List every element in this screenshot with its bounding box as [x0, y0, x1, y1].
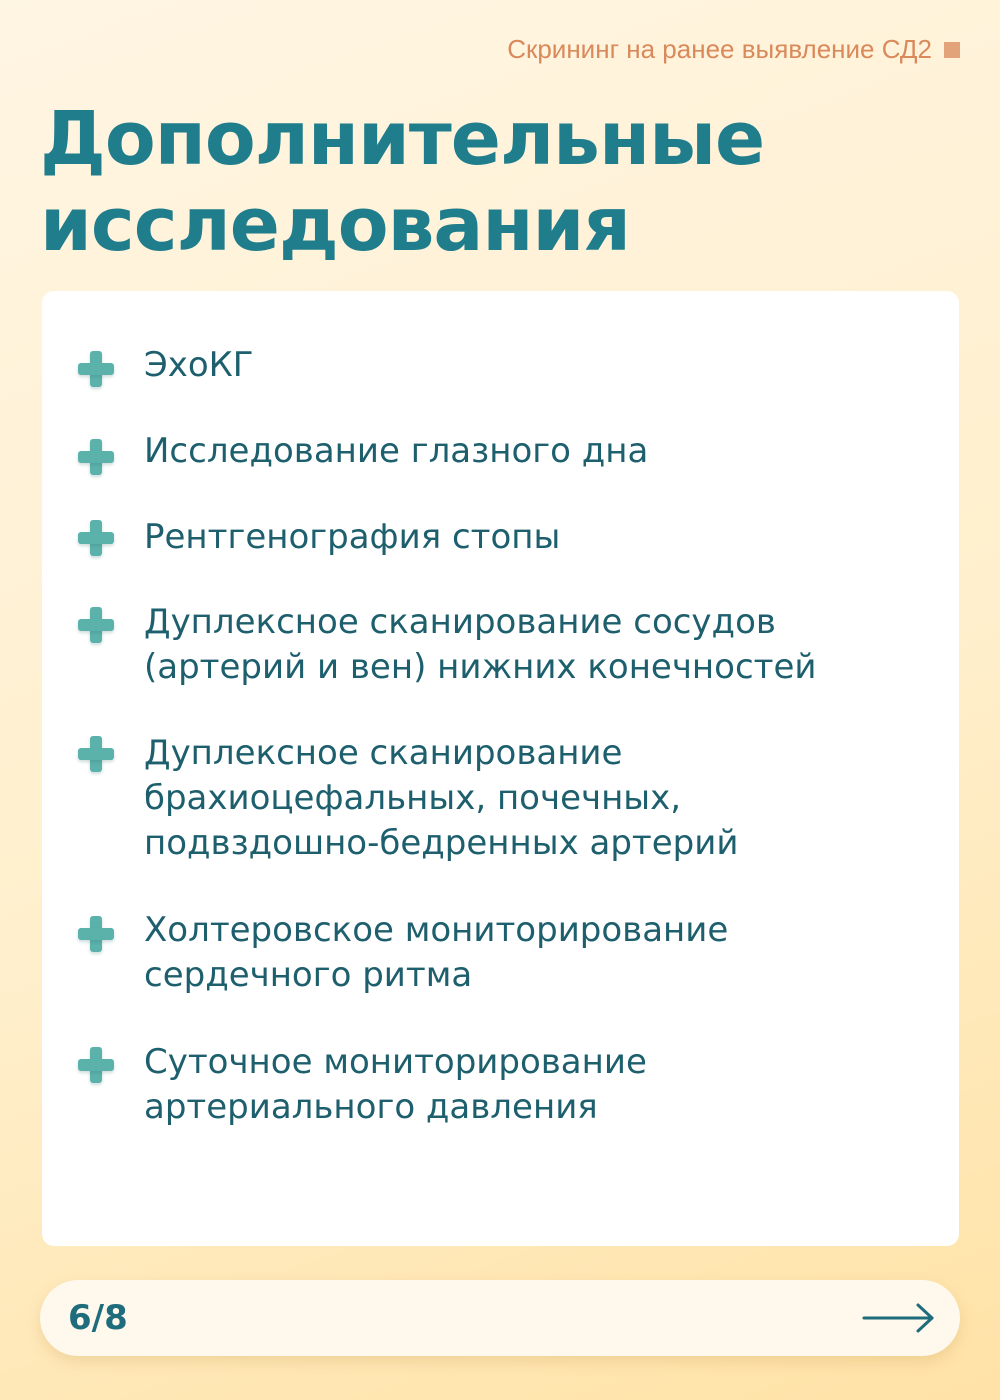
content-card	[42, 291, 959, 1246]
list-item-text: Суточное мониторирование артериального давления	[144, 1042, 647, 1127]
list-item-text: Исследование глазного дна	[144, 431, 649, 471]
list-item-text: ЭхоКГ	[144, 345, 254, 385]
list-item-text: Холтеровское мониторирование сердечного ритма	[144, 910, 729, 995]
page-counter: 6/8	[68, 1298, 128, 1338]
header-tag-text: Скрининг на ранее выявление СД2	[507, 34, 932, 64]
arrow-right-icon[interactable]	[862, 1300, 936, 1336]
plus-icon	[78, 439, 114, 475]
page-title: Дополнительные исследования	[40, 96, 765, 268]
header-tag	[507, 34, 960, 65]
plus-icon	[78, 916, 114, 952]
plus-icon	[78, 351, 114, 387]
list-item-text: Дуплексное сканирование брахиоцефальных, почечных, подвздошно-бедренных артерий	[144, 733, 739, 863]
plus-icon	[78, 736, 114, 772]
list-item-text: Рентгенография стопы	[144, 517, 561, 557]
footer-nav-bar	[40, 1280, 960, 1356]
square-icon	[944, 42, 960, 58]
plus-icon	[78, 520, 114, 556]
list-item-text: Дуплексное сканирование сосудов (артерий и вен) нижних конечностей	[144, 602, 817, 687]
plus-icon	[78, 607, 114, 643]
plus-icon	[78, 1047, 114, 1083]
